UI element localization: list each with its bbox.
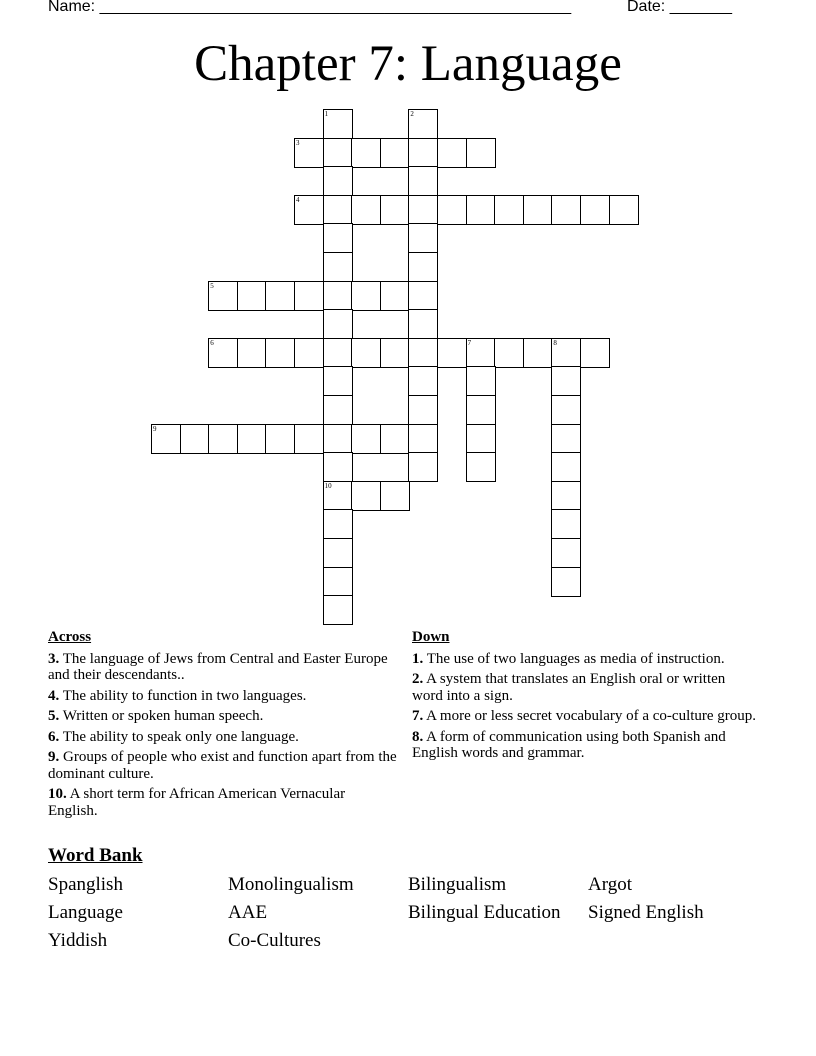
clue-across-3	[48, 651, 398, 684]
clue-across-10	[48, 786, 398, 819]
crossword-cell[interactable]	[437, 138, 467, 168]
crossword-cell[interactable]	[237, 424, 267, 454]
crossword-cell[interactable]	[408, 166, 438, 196]
crossword-cell[interactable]	[294, 281, 324, 311]
crossword-cell[interactable]	[323, 509, 353, 539]
crossword-cell[interactable]	[208, 281, 238, 311]
crossword-cell[interactable]	[351, 424, 381, 454]
crossword-cell[interactable]	[208, 424, 238, 454]
crossword-cell[interactable]	[408, 452, 438, 482]
across-clues	[48, 629, 398, 823]
crossword-cell[interactable]	[551, 481, 581, 511]
crossword-cell[interactable]	[323, 395, 353, 425]
cell-number: 3	[296, 138, 300, 147]
crossword-cell[interactable]	[323, 481, 353, 511]
page-title: Chapter 7: Language	[194, 36, 622, 92]
clue-text: Groups of people who exist and function apart from the dominant culture.	[48, 749, 397, 782]
crossword-cell[interactable]	[323, 538, 353, 568]
crossword-cell[interactable]	[323, 138, 353, 168]
crossword-cell[interactable]	[323, 281, 353, 311]
clue-across-5	[48, 708, 398, 725]
crossword-cell[interactable]	[551, 424, 581, 454]
word-bank-word: Monolingualism	[228, 874, 354, 895]
clue-number: 6.	[48, 728, 60, 745]
word-bank-word: Yiddish	[48, 930, 108, 951]
cell-number: 4	[296, 195, 300, 204]
crossword-cell[interactable]	[523, 338, 553, 368]
crossword-cell[interactable]	[351, 281, 381, 311]
cell-number: 1	[324, 110, 329, 118]
crossword-cell[interactable]	[380, 338, 410, 368]
clue-text: A more or less secret vocabulary of a co-culture group.	[423, 708, 757, 724]
clue-across-9	[48, 749, 398, 782]
clue-number: 9.	[48, 749, 60, 765]
cell-number: 9	[153, 424, 157, 433]
crossword-cell[interactable]	[323, 223, 353, 253]
crossword-cell[interactable]	[551, 567, 581, 597]
clue-down-2	[412, 671, 757, 704]
crossword-cell[interactable]	[408, 424, 438, 454]
crossword-cell[interactable]	[265, 281, 295, 311]
clue-number: 4.	[48, 687, 60, 704]
across-heading: Across	[48, 629, 92, 645]
down-heading: Down	[412, 629, 450, 645]
crossword-cell[interactable]	[323, 338, 353, 368]
crossword-cell[interactable]	[323, 452, 353, 482]
cell-number: 7	[467, 338, 472, 347]
clue-number: 2.	[412, 671, 424, 687]
crossword-cell[interactable]	[551, 395, 581, 425]
clue-text: The use of two languages as media of instruction.	[423, 650, 725, 667]
crossword-cell[interactable]	[437, 195, 467, 225]
clue-down-7	[412, 708, 757, 725]
crossword-cell[interactable]	[208, 338, 238, 368]
crossword-cell[interactable]	[466, 366, 496, 396]
crossword-cell[interactable]	[408, 309, 438, 339]
word-bank-word: Signed English	[588, 902, 704, 923]
crossword-cell[interactable]	[408, 338, 438, 368]
word-bank-word: Bilingualism	[408, 874, 507, 895]
clue-number: 1.	[412, 650, 424, 667]
crossword-cell[interactable]	[323, 166, 353, 196]
cell-number: 6	[210, 338, 214, 347]
clue-text: Written or spoken human speech.	[59, 708, 264, 724]
word-bank-word: Spanglish	[48, 874, 123, 895]
word-bank-word: AAE	[228, 902, 268, 923]
clue-number: 7.	[412, 708, 424, 724]
crossword-cell[interactable]	[408, 109, 438, 139]
crossword-cell[interactable]	[323, 595, 353, 625]
clue-text: The ability to function in two languages.	[59, 687, 307, 704]
crossword-cell[interactable]	[551, 538, 581, 568]
clue-text: A form of communication using both Spanish and English words and grammar.	[412, 728, 726, 761]
crossword-cell[interactable]	[580, 338, 610, 368]
date-field-label: Date: _______	[627, 0, 732, 15]
clue-down-1	[412, 651, 757, 668]
crossword-cell[interactable]	[494, 195, 524, 225]
clue-number: 8.	[412, 728, 424, 745]
clue-text: The ability to speak only one language.	[59, 728, 299, 745]
crossword-cell[interactable]	[380, 281, 410, 311]
crossword-cell[interactable]	[494, 338, 524, 368]
down-clues	[412, 629, 757, 766]
clue-down-8	[412, 729, 757, 762]
cell-number: 10	[324, 481, 332, 490]
crossword-cell[interactable]	[408, 252, 438, 282]
word-bank-word: Language	[48, 902, 123, 923]
clue-across-4	[48, 688, 398, 705]
crossword-cell[interactable]	[323, 366, 353, 396]
crossword-cell[interactable]	[237, 281, 267, 311]
crossword-cell[interactable]	[294, 195, 324, 225]
crossword-cell[interactable]	[523, 195, 553, 225]
clue-text: A system that translates an English oral or written word into a sign.	[412, 671, 726, 704]
crossword-cell[interactable]	[408, 138, 438, 168]
crossword-cell[interactable]	[551, 338, 581, 368]
cell-number: 8	[553, 338, 557, 347]
crossword-cell[interactable]	[380, 424, 410, 454]
crossword-cell[interactable]	[351, 138, 381, 168]
crossword-cell[interactable]	[408, 281, 438, 311]
crossword-cell[interactable]	[466, 452, 496, 482]
clue-number: 10.	[48, 786, 67, 802]
crossword-cell[interactable]	[408, 195, 438, 225]
crossword-cell[interactable]	[551, 195, 581, 225]
crossword-cell[interactable]	[551, 452, 581, 482]
word-bank-word: Co-Cultures	[228, 930, 321, 951]
crossword-cell[interactable]	[408, 223, 438, 253]
word-bank-word: Argot	[588, 874, 632, 895]
crossword-cell[interactable]	[466, 195, 496, 225]
clue-text: A short term for African American Vernacular English.	[48, 786, 346, 819]
crossword-cell[interactable]	[466, 395, 496, 425]
clue-text: The language of Jews from Central and Easter Europe and their descendants..	[48, 650, 388, 683]
crossword-cell[interactable]	[466, 338, 496, 368]
word-bank-word: Bilingual Education	[408, 902, 561, 923]
crossword-cell[interactable]	[323, 424, 353, 454]
crossword-cell[interactable]	[408, 366, 438, 396]
cell-number: 5	[210, 281, 214, 290]
crossword-cell[interactable]	[551, 366, 581, 396]
crossword-cell[interactable]	[380, 195, 410, 225]
crossword-cell[interactable]	[323, 109, 353, 139]
crossword-cell[interactable]	[351, 195, 381, 225]
clue-across-6	[48, 729, 398, 746]
clue-number: 5.	[48, 708, 60, 724]
crossword-cell[interactable]	[380, 481, 410, 511]
crossword-cell[interactable]	[294, 338, 324, 368]
name-field-label: Name: _____________________________________________________	[48, 0, 572, 15]
crossword-cell[interactable]	[265, 424, 295, 454]
crossword-cell[interactable]	[237, 338, 267, 368]
crossword-cell[interactable]	[323, 567, 353, 597]
crossword-cell[interactable]	[380, 138, 410, 168]
crossword-cell[interactable]	[351, 481, 381, 511]
crossword-cell[interactable]	[580, 195, 610, 225]
crossword-cell[interactable]	[180, 424, 210, 454]
crossword-cell[interactable]	[408, 395, 438, 425]
crossword-cell[interactable]	[551, 509, 581, 539]
crossword-cell[interactable]	[437, 338, 467, 368]
clue-number: 3.	[48, 650, 60, 667]
crossword-cell[interactable]	[466, 138, 496, 168]
crossword-cell[interactable]	[294, 424, 324, 454]
crossword-cell[interactable]	[151, 424, 181, 454]
crossword-cell[interactable]	[294, 138, 324, 168]
crossword-cell[interactable]	[323, 309, 353, 339]
crossword-cell[interactable]	[351, 338, 381, 368]
crossword-cell[interactable]	[323, 195, 353, 225]
crossword-cell[interactable]	[323, 252, 353, 282]
crossword-cell[interactable]	[609, 195, 639, 225]
word-bank-title: Word Bank	[48, 845, 143, 866]
cell-number: 2	[410, 110, 414, 118]
crossword-cell[interactable]	[265, 338, 295, 368]
crossword-cell[interactable]	[466, 424, 496, 454]
